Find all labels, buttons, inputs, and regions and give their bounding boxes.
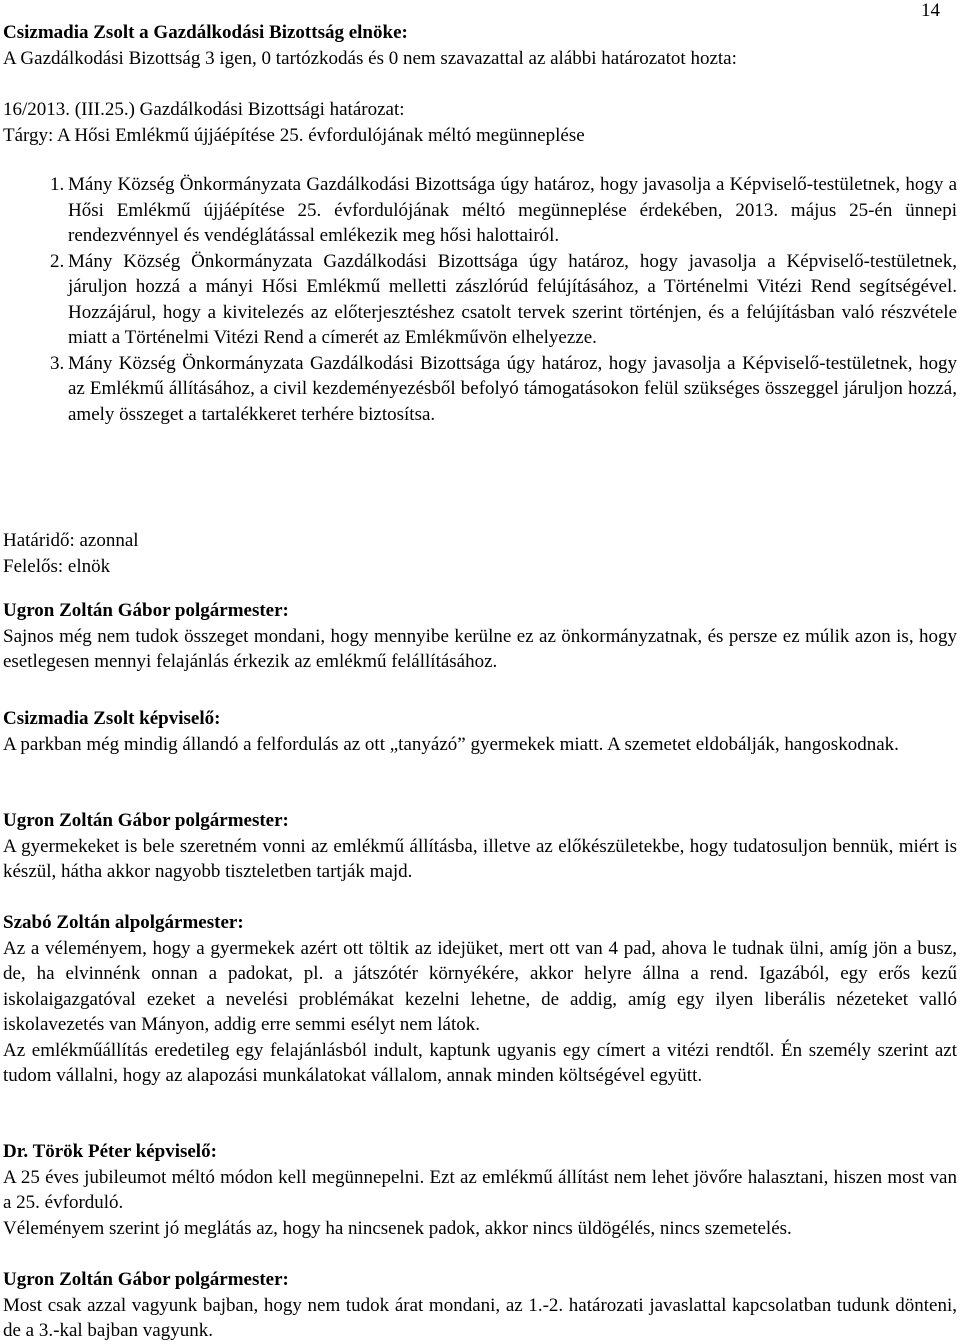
speech-paragraph: A 25 éves jubileumot méltó módon kell megünnepelni. Ezt az emlékmű állítást nem lehet jövőre halasztani, hiszen most van a 25. évforduló. [3, 1166, 957, 1213]
speech [3, 1139, 957, 1241]
speaker-name: Ugron Zoltán Gábor polgármester: [3, 1269, 289, 1290]
speaker-name: Ugron Zoltán Gábor polgármester: [3, 810, 289, 831]
resolution-number: 16/2013. (III.25.) Gazdálkodási Bizottsági határozat: [3, 99, 405, 120]
resolution-item-text: Mány Község Önkormányzata Gazdálkodási Bizottsága úgy határoz, hogy javasolja a Képviselő-testületnek, járuljon hozzá a mányi Hősi Emlékmű melletti zászlórúd felújításához, a Történelmi Vitézi Rend segítségével. Hozzájárul, hogy a kivitelezés az előterjesztéshez csatolt tervek szerint történjen, és a felújításban való részvétele miatt a Történelmi Vitézi Rend a címerét az Emlékművön elhelyezze. [68, 250, 957, 348]
deadline: Határidő: azonnal [3, 530, 139, 551]
speech-paragraph: A parkban még mindig állandó a felfordulás az ott „tanyázó” gyermekek miatt. A szemetet eldobálják, hangoskodnak. [3, 733, 899, 755]
speech [3, 706, 957, 757]
resolution-header [3, 97, 957, 148]
resolution-item [3, 249, 957, 351]
speech [3, 1267, 957, 1344]
speech [3, 808, 957, 885]
responsible: Felelős: elnök [3, 555, 111, 577]
resolution-item-number: 3. [50, 352, 65, 374]
speaker-name: Dr. Török Péter képviselő: [3, 1141, 217, 1162]
speech-paragraph: Az a véleményem, hogy a gyermekek azért ott töltik az idejüket, mert ott van 4 pad, ahova le tudnak ülni, amíg jön a busz, de, ha elvinnénk onnan a padokat, pl. a játszótér környékére, akkor helyre állna a rend. Igazából, egy erős kezű iskolaigazgatóval ezeket a nevelési problémákat kezelni lehetne, de addig, amíg egy ilyen liberális nézeteket valló iskolavezetés van Mányon, addig erre semmi esélyt nem látok. [3, 937, 957, 1035]
resolution-item-text: Mány Község Önkormányzata Gazdálkodási Bizottsága úgy határoz, hogy javasolja a Képviselő-testületnek, hogy az Emlékmű állításához, a civil kezdeményezésből befolyó támogatásokon felül szükséges összeggel járuljon hozzá, amely összeget a tartalékkeret terhére biztosítsa. [68, 352, 957, 425]
page-number: 14 [921, 0, 940, 21]
speaker-name: Csizmadia Zsolt képviselő: [3, 708, 221, 729]
speech-paragraph: Most csak azzal vagyunk bajban, hogy nem tudok árat mondani, az 1.-2. határozati javaslattal kapcsolatban tudunk dönteni, de a 3.-kal bajban vagyunk. [3, 1294, 957, 1341]
resolution-items [3, 172, 957, 427]
speech-paragraph: Véleményem szerint jó meglátás az, hogy ha nincsenek padok, akkor nincs üldögélés, nincs szemetelés. [3, 1217, 792, 1239]
resolution-item-text: Mány Község Önkormányzata Gazdálkodási Bizottsága úgy határoz, hogy javasolja a Képviselő-testületnek, hogy a Hősi Emlékmű újjáépítése 25. évfordulójának méltó megünneplése érdekében, 2013. május 25-én ünnepi rendezvénnyel és vendéglátással emlékezik meg hősi halottairól. [68, 174, 957, 246]
deadline-section [3, 528, 957, 579]
resolution-subject: Tárgy: A Hősi Emlékmű újjáépítése 25. évfordulójának méltó megünneplése [3, 124, 585, 146]
intro-speaker: Csizmadia Zsolt a Gazdálkodási Bizottság elnöke: [3, 22, 408, 43]
speech-paragraph: Az emlékműállítás eredetileg egy felajánlásból indult, kaptunk ugyanis egy címert a vitézi rendtől. Én személy szerint azt tudom vállalni, hogy az alapozási munkálatokat vállalom, annak minden költségével együtt. [3, 1039, 957, 1086]
speech [3, 910, 957, 1089]
intro-section [3, 20, 957, 71]
speaker-name: Szabó Zoltán alpolgármester: [3, 912, 244, 933]
speech-paragraph: A gyermekeket is bele szeretném vonni az emlékmű állításba, illetve az előkészületekbe, hogy tudatosuljon bennük, miért is készül, hátha akkor nagyobb tiszteletben tartják majd. [3, 835, 957, 882]
resolution-item-number: 1. [50, 174, 65, 195]
speaker-name: Ugron Zoltán Gábor polgármester: [3, 600, 289, 621]
resolution-item [3, 172, 957, 249]
intro-vote: A Gazdálkodási Bizottság 3 igen, 0 tartózkodás és 0 nem szavazattal az alábbi határozatot hozta: [3, 47, 737, 69]
speech [3, 598, 957, 675]
resolution-item [3, 351, 957, 428]
resolution-item-number: 2. [50, 250, 65, 272]
speech-paragraph: Sajnos még nem tudok összeget mondani, hogy mennyibe kerülne ez az önkormányzatnak, és persze ez múlik azon is, hogy esetlegesen mennyi felajánlás érkezik az emlékmű felállításához. [3, 625, 957, 672]
